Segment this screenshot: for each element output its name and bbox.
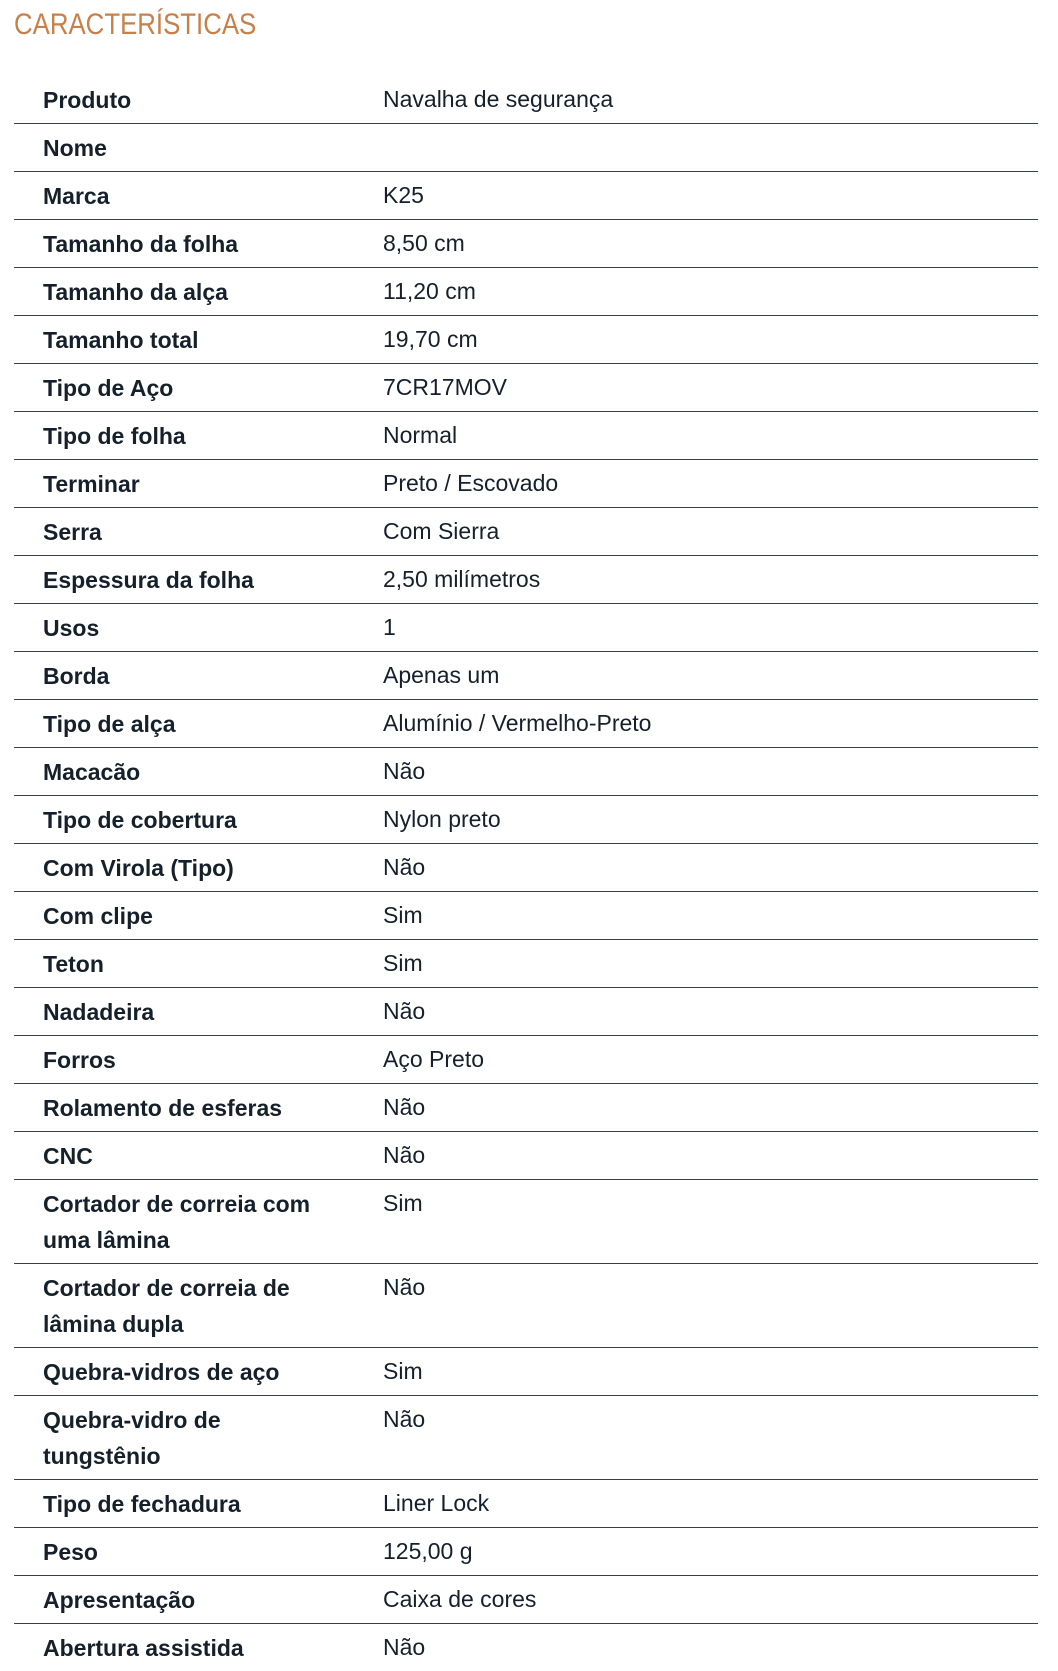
spec-label: Rolamento de esferas xyxy=(43,1095,283,1121)
spec-row xyxy=(14,844,1038,892)
spec-row xyxy=(14,1528,1038,1576)
spec-row xyxy=(14,700,1038,748)
spec-value: Aço Preto xyxy=(383,1046,484,1072)
spec-value: Não xyxy=(383,998,426,1024)
spec-value: 8,50 cm xyxy=(383,230,465,256)
spec-label: Cortador de correia com uma lâmina xyxy=(43,1191,311,1253)
spec-label: Macacão xyxy=(43,759,141,785)
spec-row xyxy=(14,1624,1038,1671)
spec-row xyxy=(14,460,1038,508)
spec-label: Tamanho da alça xyxy=(43,279,228,305)
spec-row xyxy=(14,604,1038,652)
spec-value: Caixa de cores xyxy=(383,1586,537,1612)
spec-label: Borda xyxy=(43,663,110,689)
spec-label: Forros xyxy=(43,1047,116,1073)
spec-label: Tipo de fechadura xyxy=(43,1491,241,1517)
spec-value: Não xyxy=(383,1274,426,1300)
spec-label: Com clipe xyxy=(43,903,153,929)
spec-value: 7CR17MOV xyxy=(383,374,507,400)
spec-value: 11,20 cm xyxy=(383,278,476,304)
spec-row xyxy=(14,748,1038,796)
spec-label: Nome xyxy=(43,135,107,161)
spec-row xyxy=(14,1180,1038,1264)
spec-value: Sim xyxy=(383,902,423,928)
spec-label: Peso xyxy=(43,1539,98,1565)
spec-row xyxy=(14,1348,1038,1396)
spec-row xyxy=(14,220,1038,268)
spec-label: Tipo de Aço xyxy=(43,375,174,401)
spec-label: Marca xyxy=(43,183,110,209)
spec-label: Quebra-vidros de aço xyxy=(43,1359,280,1385)
spec-label: Tamanho da folha xyxy=(43,231,239,257)
spec-row xyxy=(14,1264,1038,1348)
spec-row xyxy=(14,364,1038,412)
spec-label: Tipo de cobertura xyxy=(43,807,237,833)
spec-value: Não xyxy=(383,758,426,784)
spec-value: 19,70 cm xyxy=(383,326,478,352)
spec-row xyxy=(14,796,1038,844)
spec-row xyxy=(14,412,1038,460)
spec-row xyxy=(14,172,1038,220)
spec-label: CNC xyxy=(43,1143,93,1169)
spec-row xyxy=(14,316,1038,364)
spec-value: Sim xyxy=(383,950,423,976)
spec-value xyxy=(354,130,1038,166)
spec-label: Espessura da folha xyxy=(43,567,254,593)
spec-value: Alumínio / Vermelho-Preto xyxy=(383,710,652,736)
spec-value: Nylon preto xyxy=(383,806,501,832)
spec-row xyxy=(14,1036,1038,1084)
spec-label: Tamanho total xyxy=(43,327,199,353)
spec-value: 125,00 g xyxy=(383,1538,473,1564)
spec-value: K25 xyxy=(383,182,424,208)
spec-row xyxy=(14,1576,1038,1624)
spec-row xyxy=(14,940,1038,988)
spec-value: Navalha de segurança xyxy=(383,86,614,112)
spec-value: Não xyxy=(383,1634,426,1660)
spec-label: Teton xyxy=(43,951,104,977)
spec-label: Cortador de correia de lâmina dupla xyxy=(43,1275,290,1337)
spec-value: Não xyxy=(383,1142,426,1168)
spec-value: Não xyxy=(383,1094,426,1120)
spec-value: Preto / Escovado xyxy=(383,470,559,496)
spec-row xyxy=(14,1480,1038,1528)
spec-value: Com Sierra xyxy=(383,518,500,544)
spec-row xyxy=(14,892,1038,940)
spec-label: Com Virola (Tipo) xyxy=(43,855,234,881)
spec-label: Produto xyxy=(43,87,132,113)
spec-value: Sim xyxy=(383,1190,423,1216)
spec-row xyxy=(14,1132,1038,1180)
spec-value: Não xyxy=(383,854,426,880)
spec-value: Normal xyxy=(383,422,458,448)
spec-value: 2,50 milímetros xyxy=(383,566,541,592)
spec-value: Não xyxy=(383,1406,426,1432)
spec-label: Terminar xyxy=(43,471,140,497)
spec-value: Sim xyxy=(383,1358,423,1384)
spec-row xyxy=(14,508,1038,556)
spec-label: Tipo de folha xyxy=(43,423,186,449)
spec-label: Serra xyxy=(43,519,102,545)
spec-label: Apresentação xyxy=(43,1587,196,1613)
spec-row xyxy=(14,76,1038,124)
spec-label: Usos xyxy=(43,615,100,641)
spec-label: Quebra-vidro de tungstênio xyxy=(43,1407,221,1469)
spec-value: 1 xyxy=(383,614,396,640)
spec-row xyxy=(14,1084,1038,1132)
section-title: CARACTERÍSTICAS xyxy=(14,8,257,41)
spec-row xyxy=(14,268,1038,316)
spec-label: Tipo de alça xyxy=(43,711,176,737)
spec-row xyxy=(14,988,1038,1036)
specs-table xyxy=(14,76,1038,1671)
spec-label: Abertura assistida xyxy=(43,1635,244,1661)
spec-label: Nadadeira xyxy=(43,999,155,1025)
spec-row xyxy=(14,124,1038,172)
spec-row xyxy=(14,1396,1038,1480)
spec-row xyxy=(14,652,1038,700)
spec-row xyxy=(14,556,1038,604)
spec-value: Liner Lock xyxy=(383,1490,490,1516)
spec-value: Apenas um xyxy=(383,662,500,688)
